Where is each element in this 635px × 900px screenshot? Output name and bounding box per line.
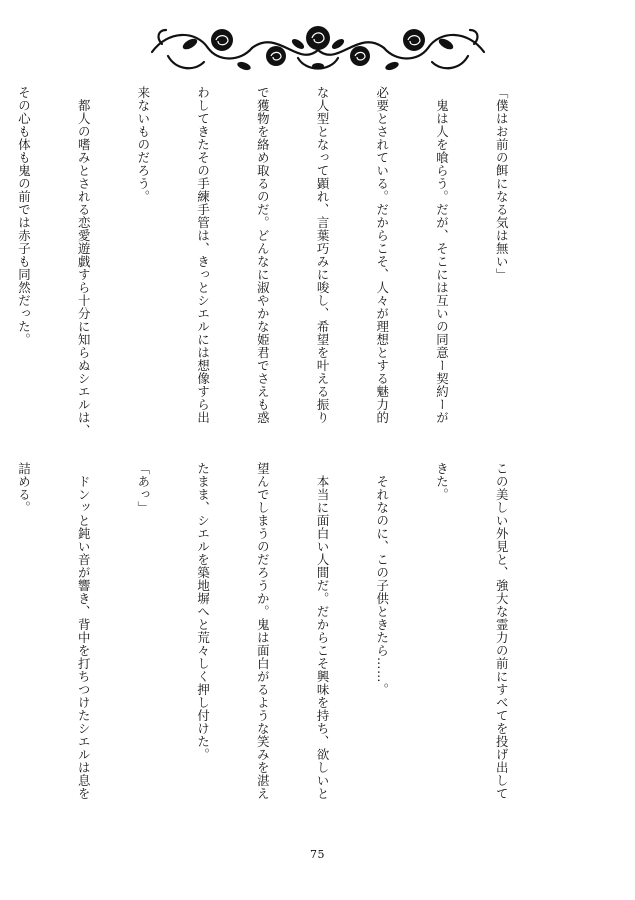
text-line: ドンッと鈍い音が響き、背中を打ちつけたシエルは息を [76,462,92,800]
text-line: で獲物を絡め取るのだ。どんなに淑やかな姫君でさえも惑 [255,86,271,424]
rose-vine-ornament-icon [148,22,488,78]
text-line: 「僕はお前の餌になる気は無い」 [494,86,510,281]
text-line: たまま、シエルを築地塀へと荒々しく押し付けた。 [195,462,211,761]
text-line: 来ないものだろう。 [135,86,151,203]
text-line: 詰める。 [16,462,32,514]
text-line: 本当に面白い人間だ。だからこそ興味を持ち、欲しいと [315,462,331,800]
text-block-top [16,86,551,437]
text-line: それなのに、この子供ときたら……。 [374,462,390,696]
text-line: 都人の嗜みとされる恋愛遊戯すら十分に知らぬシエルは、 [76,86,92,437]
text-line: な人型となって顕れ、言葉巧みに唆し、希望を叶える振り [315,86,331,424]
text-line: 望んでしまうのだろうか。鬼は面白がるような笑みを湛え [255,462,271,800]
text-line: その心も体も鬼の前では赤子も同然だった。 [16,86,32,346]
text-line: この美しい外見と、強大な霊力の前にすべてを投げ出して [494,462,510,800]
text-line: 必要とされている。だからこそ、人々が理想とする魅力的 [374,86,390,424]
text-line: 「あっ」 [135,462,151,514]
page-number: 75 [310,848,325,861]
text-block-bottom [16,462,551,800]
text-line: きた。 [434,462,450,501]
text-line: 鬼は人を喰らう。だが、そこには互いの同意ー契約ーが [434,86,450,424]
text-line: わしてきたその手練手管は、きっとシエルには想像すら出 [195,86,211,424]
